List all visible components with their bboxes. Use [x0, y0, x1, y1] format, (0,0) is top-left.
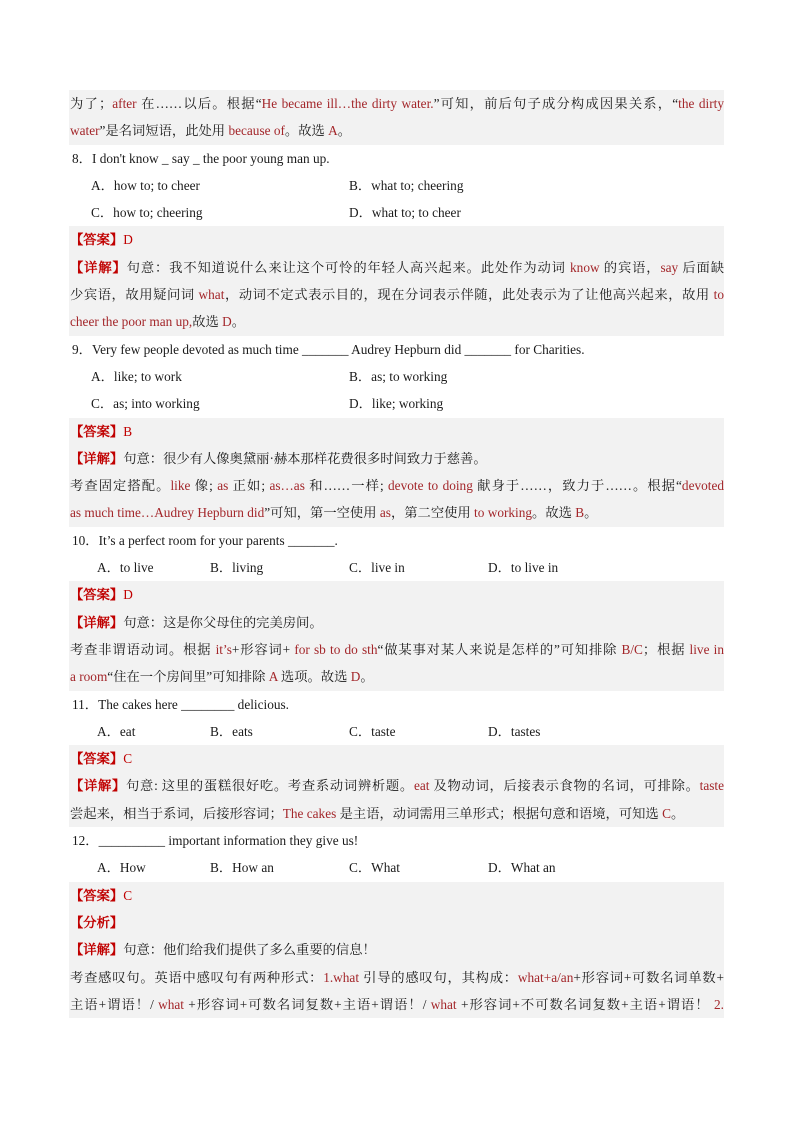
question-9-option-a: A．like; to work	[91, 368, 182, 384]
answer-value: C	[123, 751, 133, 767]
detail-label: 【详解】	[70, 259, 127, 275]
question-12	[69, 827, 724, 882]
detail-text: 主语+谓语！/ what +形容词+可数名词复数+主语+谓语！/ what +形容词+不可数名词复数+主语+谓语！ 2.	[70, 996, 724, 1012]
question-12-option-c: C．What	[349, 860, 400, 876]
question-12-option-b: B．How an	[210, 860, 274, 876]
analysis-line	[69, 909, 724, 936]
question-8-options-row-1	[69, 172, 724, 199]
english-term: live in	[689, 641, 724, 657]
question-11-stem: 11．The cakes here ________ delicious.	[72, 696, 289, 712]
english-term: devoted	[681, 478, 725, 494]
question-10-option-d: D．to live in	[488, 560, 559, 576]
previous-explanation-continuation	[69, 90, 724, 145]
english-term: devote to doing	[388, 478, 473, 494]
question-8-option-d: D．what to; to cheer	[349, 205, 461, 221]
question-8	[69, 145, 724, 227]
detail-text: a room“住在一个房间里”可知排除 A 选项。故选 D。	[70, 669, 374, 685]
detail-line	[69, 254, 724, 281]
english-term: what	[198, 287, 225, 303]
detail-text: 句意：他们给我们提供了多么重要的信息！	[123, 942, 376, 958]
detail-text: 句意：这是你父母住的完美房间。	[123, 614, 323, 630]
english-term: the dirty	[678, 96, 724, 111]
english-term: D	[350, 669, 361, 685]
english-term: what	[158, 996, 184, 1012]
detail-text: as much time…Audrey Hepburn did”可知，第一空使用 as，第二空使用 to working。故选 B。	[70, 505, 598, 521]
english-term: it’s	[215, 641, 232, 657]
english-term: because of	[228, 123, 285, 139]
answer-line	[69, 581, 724, 608]
question-9-option-c: C．as; into working	[91, 396, 200, 412]
answer-value: D	[123, 587, 133, 603]
answer-line	[69, 226, 724, 253]
question-11-options	[69, 718, 724, 745]
question-10-option-a: A．to live	[97, 560, 154, 576]
question-9-stem: 9．Very few people devoted as much time _______ Audrey Hepburn did _______ for Charities.	[72, 341, 585, 357]
english-term: cheer the poor man up,	[70, 314, 193, 330]
answer-label: 【答案】	[70, 232, 124, 248]
question-8-option-c: C．how to; cheering	[91, 205, 203, 221]
english-term: say	[660, 259, 679, 275]
english-term: after	[112, 96, 137, 111]
english-term: a room	[70, 669, 108, 685]
question-10	[69, 527, 724, 582]
english-term: B	[575, 505, 585, 521]
answer-line	[69, 745, 724, 772]
explanation-line: 为了；after 在……以后。根据“He became ill…the dirty water.”可知，前后句子成分构成因果关系，“the dirty	[70, 96, 724, 111]
answer-label: 【答案】	[70, 423, 124, 439]
detail-text: cheer the poor man up,故选 D。	[70, 314, 246, 330]
english-term: like	[170, 478, 191, 494]
detail-text: 考查非谓语动词。根据 it’s+形容词+ for sb to do sth“做某事对某人来说是怎样的”可知排除 B/C；根据 live in	[70, 641, 724, 657]
answer-label: 【答案】	[70, 587, 124, 603]
english-term: C	[662, 805, 671, 821]
detail-text: 考查感叹句。英语中感叹句有两种形式：1.what 引导的感叹句，其构成：what+a/an+形容词+可数名词单数+	[70, 969, 724, 985]
question-9-answer-block	[69, 418, 724, 527]
answer-value: D	[123, 232, 133, 248]
english-term: eat	[413, 778, 430, 794]
question-8-answer-block	[69, 226, 724, 335]
english-term: He became ill…the dirty water.	[261, 96, 434, 111]
question-12-option-a: A．How	[97, 860, 146, 876]
english-term: what+a/an	[517, 969, 574, 985]
worksheet-content	[69, 90, 724, 1018]
question-12-options	[69, 854, 724, 881]
detail-text: 尝起来，相当于系词，后接形容词；The cakes 是主语，动词需用三单形式；根据句意和语境，可知选 C。	[70, 805, 685, 821]
question-9-options-row-1	[69, 363, 724, 390]
english-term: as…as	[269, 478, 305, 494]
question-9-options-row-2	[69, 390, 724, 417]
answer-label: 【答案】	[70, 887, 124, 903]
question-10-option-b: B．living	[210, 560, 264, 576]
detail-label: 【详解】	[70, 778, 127, 794]
english-term: water	[70, 123, 100, 139]
answer-line	[69, 882, 724, 909]
detail-text: 句意：我不知道说什么来让这个可怜的年轻人高兴起来。此处作为动词 know 的宾语，say 后面缺	[126, 259, 725, 275]
question-8-options-row-2	[69, 199, 724, 226]
question-9-option-d: D．like; working	[349, 396, 444, 412]
english-term: B/C	[621, 641, 643, 657]
question-11-option-b: B．eats	[210, 723, 253, 739]
question-10-option-c: C．live in	[349, 560, 405, 576]
question-10-answer-block	[69, 581, 724, 690]
question-8-option-a: A．how to; to cheer	[91, 177, 200, 193]
detail-line	[69, 936, 724, 963]
detail-text: 考查固定搭配。like 像; as 正如; as…as 和……一样; devote to doing 献身于……，致力于……。根据“devoted	[70, 478, 725, 494]
english-term: 1.what	[323, 969, 360, 985]
english-term: as	[379, 505, 391, 521]
english-term: taste	[699, 778, 724, 794]
detail-label: 【详解】	[70, 614, 124, 630]
english-term: to working	[474, 505, 533, 521]
question-11-option-d: D．tastes	[488, 723, 541, 739]
english-term: The cakes	[282, 805, 337, 821]
english-term: know	[570, 259, 600, 275]
explanation-line: water”是名词短语，此处用 because of。故选 A。	[70, 123, 352, 139]
question-11-option-a: A．eat	[97, 723, 136, 739]
detail-line	[69, 609, 724, 636]
answer-value: B	[123, 423, 133, 439]
analysis-label: 【分析】	[70, 914, 124, 930]
detail-line	[69, 772, 724, 799]
detail-label: 【详解】	[70, 942, 124, 958]
question-12-stem: 12．__________ important information they give us!	[72, 833, 359, 849]
detail-text: 少宾语，故用疑问词 what，动词不定式表示目的，现在分词表示伴随，此处表示为了让他高兴起来，故用 to	[70, 287, 724, 303]
question-12-option-d: D．What an	[488, 860, 556, 876]
question-10-stem: 10．It’s a perfect room for your parents _______.	[72, 532, 338, 548]
question-11-option-c: C．taste	[349, 723, 396, 739]
english-term: 2.	[714, 996, 724, 1012]
question-9-option-b: B．as; to working	[349, 368, 448, 384]
english-term: what	[430, 996, 457, 1012]
answer-value: C	[123, 887, 133, 903]
detail-text: 句意: 这里的蛋糕很好吃。考查系动词辨析题。eat 及物动词，后接表示食物的名词，可排除。taste	[126, 778, 724, 794]
english-term: A	[328, 123, 338, 139]
answer-line	[69, 418, 724, 445]
question-12-answer-block	[69, 882, 724, 1018]
english-term: for sb to do sth	[294, 641, 378, 657]
english-term: D	[222, 314, 232, 330]
english-term: as much time…Audrey Hepburn did	[70, 505, 265, 521]
question-8-option-b: B．what to; cheering	[349, 177, 464, 193]
question-10-options	[69, 554, 724, 581]
question-9	[69, 336, 724, 418]
detail-line	[69, 445, 724, 472]
english-term: A	[268, 669, 278, 685]
question-11-answer-block	[69, 745, 724, 827]
english-term: to	[713, 287, 724, 303]
answer-label: 【答案】	[70, 751, 124, 767]
question-11	[69, 691, 724, 746]
detail-text: 句意：很少有人像奥黛丽·赫本那样花费很多时间致力于慈善。	[123, 450, 487, 466]
english-term: as	[217, 478, 229, 494]
question-8-stem: 8．I don't know _ say _ the poor young man up.	[72, 150, 330, 166]
detail-label: 【详解】	[70, 450, 124, 466]
